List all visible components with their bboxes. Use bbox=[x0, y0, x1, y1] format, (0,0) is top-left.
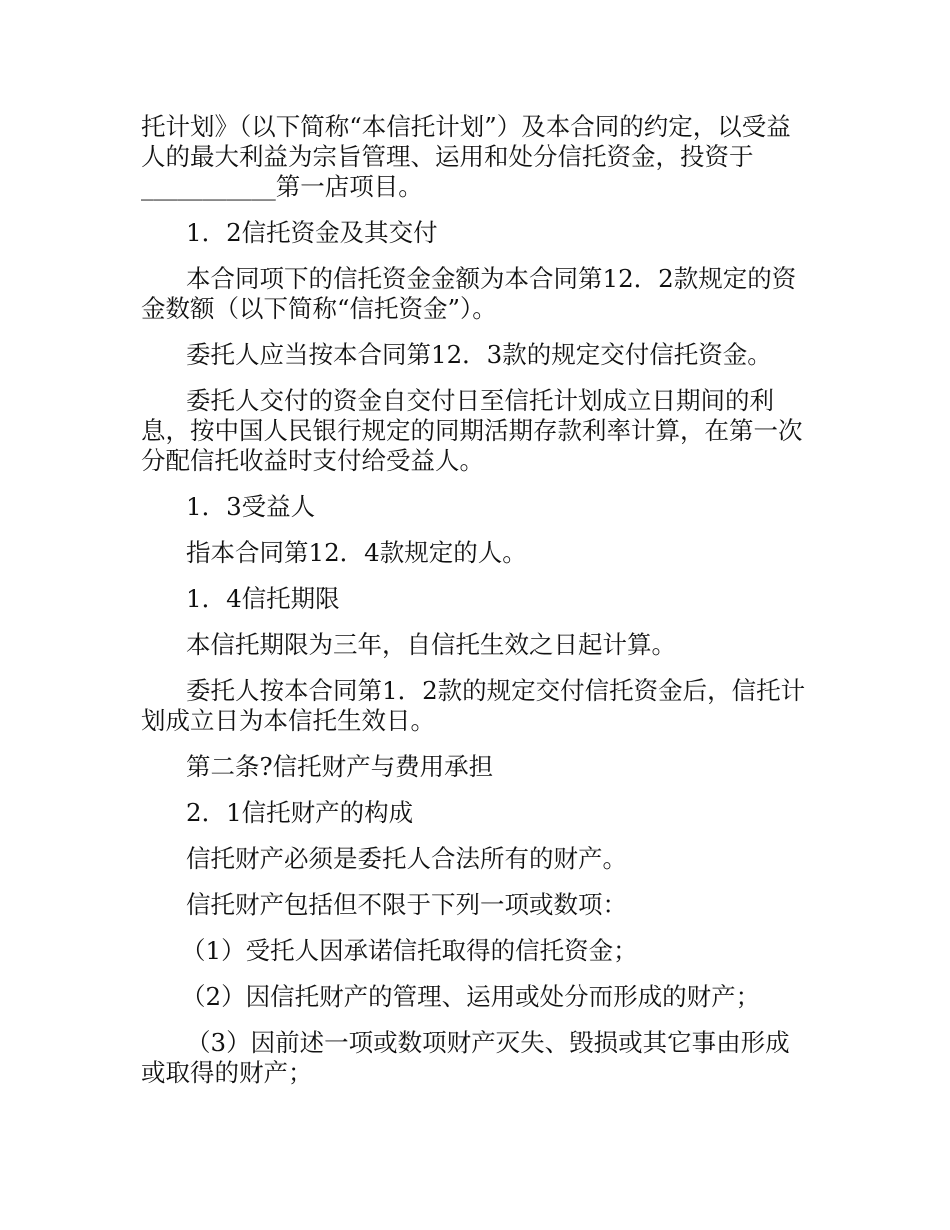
paragraph-beneficiary: 指本合同第12．4款规定的人。 bbox=[186, 538, 527, 567]
document-body bbox=[141, 112, 813, 1104]
heading-1-3-beneficiary: 1．3受益人 bbox=[186, 492, 316, 521]
heading-article-2: 第二条?信托财产与费用承担 bbox=[186, 752, 494, 781]
paragraph-legal-ownership: 信托财产必须是委托人合法所有的财产。 bbox=[186, 844, 627, 873]
paragraph-fund-delivery: 委托人应当按本合同第12．3款的规定交付信托资金。 bbox=[186, 340, 772, 369]
list-item-1: （1）受托人因承诺信托取得的信托资金； bbox=[181, 936, 638, 965]
paragraph-trust-fund-amount: 本合同项下的信托资金金额为本合同第12．2款规定的资金数额（以下简称“信托资金”）。 bbox=[141, 264, 797, 323]
heading-1-4-trust-term: 1．4信托期限 bbox=[186, 584, 340, 613]
paragraph-trust-term: 本信托期限为三年，自信托生效之日起计算。 bbox=[186, 630, 676, 659]
list-item-3: （3）因前述一项或数项财产灭失、毁损或其它事由形成或取得的财产； bbox=[141, 1028, 790, 1087]
paragraph-effective-date: 委托人按本合同第1．2款的规定交付信托资金后，信托计划成立日为本信托生效日。 bbox=[141, 676, 806, 735]
paragraph-trust-plan-continuation: 托计划》（以下简称“本信托计划”）及本合同的约定，以受益人的最大利益为宗旨管理、运用和处分信托资金，投资于___________第一店项目。 bbox=[141, 112, 791, 201]
list-item-2: （2）因信托财产的管理、运用或处分而形成的财产； bbox=[181, 982, 761, 1011]
paragraph-property-includes: 信托财产包括但不限于下列一项或数项： bbox=[186, 890, 627, 919]
heading-2-1-trust-property: 2．1信托财产的构成 bbox=[186, 798, 414, 827]
paragraph-interest: 委托人交付的资金自交付日至信托计划成立日期间的利息，按中国人民银行规定的同期活期存款利率计算，在第一次分配信托收益时支付给受益人。 bbox=[141, 386, 803, 475]
heading-1-2-trust-funds: 1．2信托资金及其交付 bbox=[186, 218, 438, 247]
